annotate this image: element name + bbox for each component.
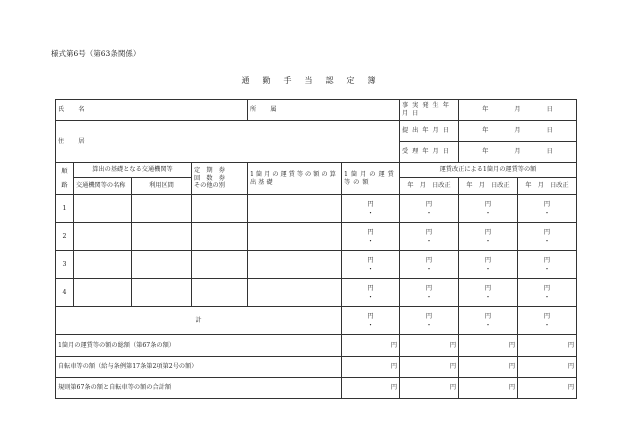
day-label: 日: [546, 127, 553, 135]
calc-basis-cell[interactable]: [248, 279, 342, 307]
section-cell[interactable]: [132, 223, 192, 251]
decimal-dot: ・: [367, 320, 374, 329]
summary-amount-cell[interactable]: [459, 378, 518, 399]
submit-date-label: 提出年月日: [400, 121, 459, 142]
monthly-amount-header: 1箇月の運賃等の額: [342, 163, 400, 195]
yen-unit: 円: [367, 284, 374, 292]
pass-type-cell[interactable]: [192, 251, 248, 279]
yen-unit: 円: [543, 284, 551, 292]
decimal-dot: ・: [367, 236, 374, 245]
monthly-amount-cell[interactable]: [342, 251, 400, 279]
section-header: 利用区間: [132, 178, 192, 195]
summary-amount-cell[interactable]: [459, 335, 518, 357]
summary-row: [56, 335, 577, 357]
yen-unit: 円: [367, 312, 374, 320]
yen-unit: 円: [543, 256, 551, 264]
yen-unit: 円: [425, 256, 433, 264]
route-row: [56, 251, 577, 279]
yen-unit: 円: [449, 363, 456, 371]
decimal-dot: ・: [543, 236, 551, 245]
day-label: 日: [546, 106, 553, 114]
yen-unit: 円: [425, 284, 433, 292]
revision-amount-cell[interactable]: [400, 279, 459, 307]
transport-group-header: 算出の基礎となる交通機関等: [74, 163, 192, 178]
yen-unit: 円: [484, 200, 492, 208]
decimal-dot: ・: [367, 292, 374, 301]
summary-label: 規則第67条の額と自転車等の額の合計額: [56, 378, 342, 399]
yen-unit: 円: [543, 200, 551, 208]
decimal-dot: ・: [367, 208, 374, 217]
yen-unit: 円: [484, 256, 492, 264]
allowance-form-table: [55, 99, 577, 399]
yen-unit: 円: [567, 363, 574, 371]
decimal-dot: ・: [543, 264, 551, 273]
route-row: [56, 223, 577, 251]
month-label: 月: [514, 106, 521, 114]
section-cell[interactable]: [132, 195, 192, 223]
route-order-bottom: 路: [61, 181, 68, 189]
route-row: [56, 279, 577, 307]
receipt-date-field[interactable]: [459, 142, 577, 163]
year-label: 年: [482, 127, 489, 135]
yen-unit: 円: [543, 228, 551, 236]
revision-group-header: 運賃改正による1箇月の運賃等の額: [400, 163, 577, 178]
summary-amount-cell[interactable]: [459, 357, 518, 378]
pass-type-header: 定 期 券 回 数 券 その他の別: [192, 163, 248, 195]
affiliation-label: 所 属: [250, 106, 281, 114]
calc-basis-cell[interactable]: [248, 195, 342, 223]
decimal-dot: ・: [425, 292, 433, 301]
yen-unit: 円: [484, 312, 492, 320]
summary-label: 1箇月の運賃等の額の総額（第67条の額）: [56, 335, 342, 357]
affiliation-field[interactable]: [248, 100, 400, 121]
summary-amount-cell[interactable]: [518, 378, 577, 399]
total-revision-cell[interactable]: [400, 307, 459, 335]
total-monthly-cell[interactable]: [342, 307, 400, 335]
yen-unit: 円: [508, 384, 515, 392]
summary-amount-cell[interactable]: [342, 357, 400, 378]
yen-unit: 円: [508, 363, 515, 371]
monthly-amount-cell[interactable]: [342, 195, 400, 223]
form-title: 通勤手当認定簿: [241, 76, 389, 85]
pass-type-cell[interactable]: [192, 279, 248, 307]
pass-type-cell[interactable]: [192, 223, 248, 251]
total-revision-cell[interactable]: [518, 307, 577, 335]
monthly-amount-cell[interactable]: [342, 279, 400, 307]
decimal-dot: ・: [484, 236, 492, 245]
yen-unit: 円: [367, 256, 374, 264]
yen-unit: 円: [425, 200, 433, 208]
yen-unit: 円: [449, 384, 456, 392]
route-order-header: [56, 163, 74, 195]
revision-amount-cell[interactable]: [459, 251, 518, 279]
summary-label: 自転車等の額（給与条例第17条第2項第2号の額）: [56, 357, 342, 378]
event-date-label: 事実発生年月日: [400, 100, 459, 121]
yen-unit: 円: [484, 284, 492, 292]
yen-unit: 円: [567, 341, 574, 349]
route-number: 2: [56, 223, 74, 251]
revision-amount-cell[interactable]: [459, 279, 518, 307]
route-row: [56, 195, 577, 223]
revision-header-1: 年 月 日改正: [400, 178, 459, 195]
yen-unit: 円: [567, 384, 574, 392]
yen-unit: 円: [367, 228, 374, 236]
decimal-dot: ・: [425, 264, 433, 273]
transport-name-cell[interactable]: [74, 279, 132, 307]
yen-unit: 円: [508, 341, 515, 349]
month-label: 月: [514, 127, 521, 135]
route-order-top: 順: [61, 167, 68, 175]
transport-name-cell[interactable]: [74, 223, 132, 251]
route-number: 4: [56, 279, 74, 307]
yen-unit: 円: [367, 200, 374, 208]
summary-row: [56, 357, 577, 378]
yen-unit: 円: [390, 363, 397, 371]
monthly-amount-cell[interactable]: [342, 223, 400, 251]
total-label: 計: [56, 307, 342, 335]
pass-type-cell[interactable]: [192, 195, 248, 223]
decimal-dot: ・: [543, 320, 551, 329]
total-revision-cell[interactable]: [459, 307, 518, 335]
revision-amount-cell[interactable]: [459, 223, 518, 251]
calc-basis-cell[interactable]: [248, 251, 342, 279]
decimal-dot: ・: [425, 320, 433, 329]
summary-amount-cell[interactable]: [342, 378, 400, 399]
decimal-dot: ・: [484, 292, 492, 301]
decimal-dot: ・: [484, 264, 492, 273]
route-number: 3: [56, 251, 74, 279]
decimal-dot: ・: [425, 236, 433, 245]
decimal-dot: ・: [425, 208, 433, 217]
submit-date-field[interactable]: [459, 121, 577, 142]
summary-amount-cell[interactable]: [400, 335, 459, 357]
revision-amount-cell[interactable]: [518, 223, 577, 251]
yen-unit: 円: [425, 228, 433, 236]
route-number: 1: [56, 195, 74, 223]
total-row: [56, 307, 577, 335]
address-label: 住 居: [58, 137, 89, 145]
decimal-dot: ・: [484, 320, 492, 329]
yen-unit: 円: [543, 312, 551, 320]
summary-amount-cell[interactable]: [400, 357, 459, 378]
section-cell[interactable]: [132, 251, 192, 279]
calc-basis-header: 1箇月の運賃等の額の算出基礎: [248, 163, 342, 195]
revision-amount-cell[interactable]: [459, 195, 518, 223]
summary-amount-cell[interactable]: [518, 335, 577, 357]
revision-header-3: 年 月 日改正: [518, 178, 577, 195]
revision-amount-cell[interactable]: [400, 223, 459, 251]
yen-unit: 円: [390, 341, 397, 349]
section-cell[interactable]: [132, 279, 192, 307]
transport-name-cell[interactable]: [74, 195, 132, 223]
calc-basis-cell[interactable]: [248, 223, 342, 251]
summary-amount-cell[interactable]: [342, 335, 400, 357]
name-field[interactable]: [56, 100, 248, 121]
transport-name-cell[interactable]: [74, 251, 132, 279]
address-field[interactable]: [56, 121, 400, 163]
yen-unit: 円: [484, 228, 492, 236]
year-label: 年: [482, 148, 489, 156]
revision-amount-cell[interactable]: [518, 251, 577, 279]
event-date-field[interactable]: [459, 100, 577, 121]
receipt-date-label: 受理年月日: [400, 142, 459, 163]
revision-amount-cell[interactable]: [518, 279, 577, 307]
yen-unit: 円: [425, 312, 433, 320]
yen-unit: 円: [390, 384, 397, 392]
revision-amount-cell[interactable]: [400, 195, 459, 223]
month-label: 月: [514, 148, 521, 156]
decimal-dot: ・: [543, 292, 551, 301]
transport-name-header: 交通機関等の名称: [74, 178, 132, 195]
summary-row: [56, 378, 577, 399]
decimal-dot: ・: [543, 208, 551, 217]
revision-amount-cell[interactable]: [400, 251, 459, 279]
revision-header-2: 年 月 日改正: [459, 178, 518, 195]
day-label: 日: [546, 148, 553, 156]
form-number: 様式第6号（第63条関係）: [51, 49, 141, 58]
year-label: 年: [482, 106, 489, 114]
decimal-dot: ・: [484, 208, 492, 217]
summary-amount-cell[interactable]: [518, 357, 577, 378]
summary-amount-cell[interactable]: [400, 378, 459, 399]
yen-unit: 円: [449, 341, 456, 349]
name-label: 氏 名: [58, 106, 89, 114]
revision-amount-cell[interactable]: [518, 195, 577, 223]
decimal-dot: ・: [367, 264, 374, 273]
